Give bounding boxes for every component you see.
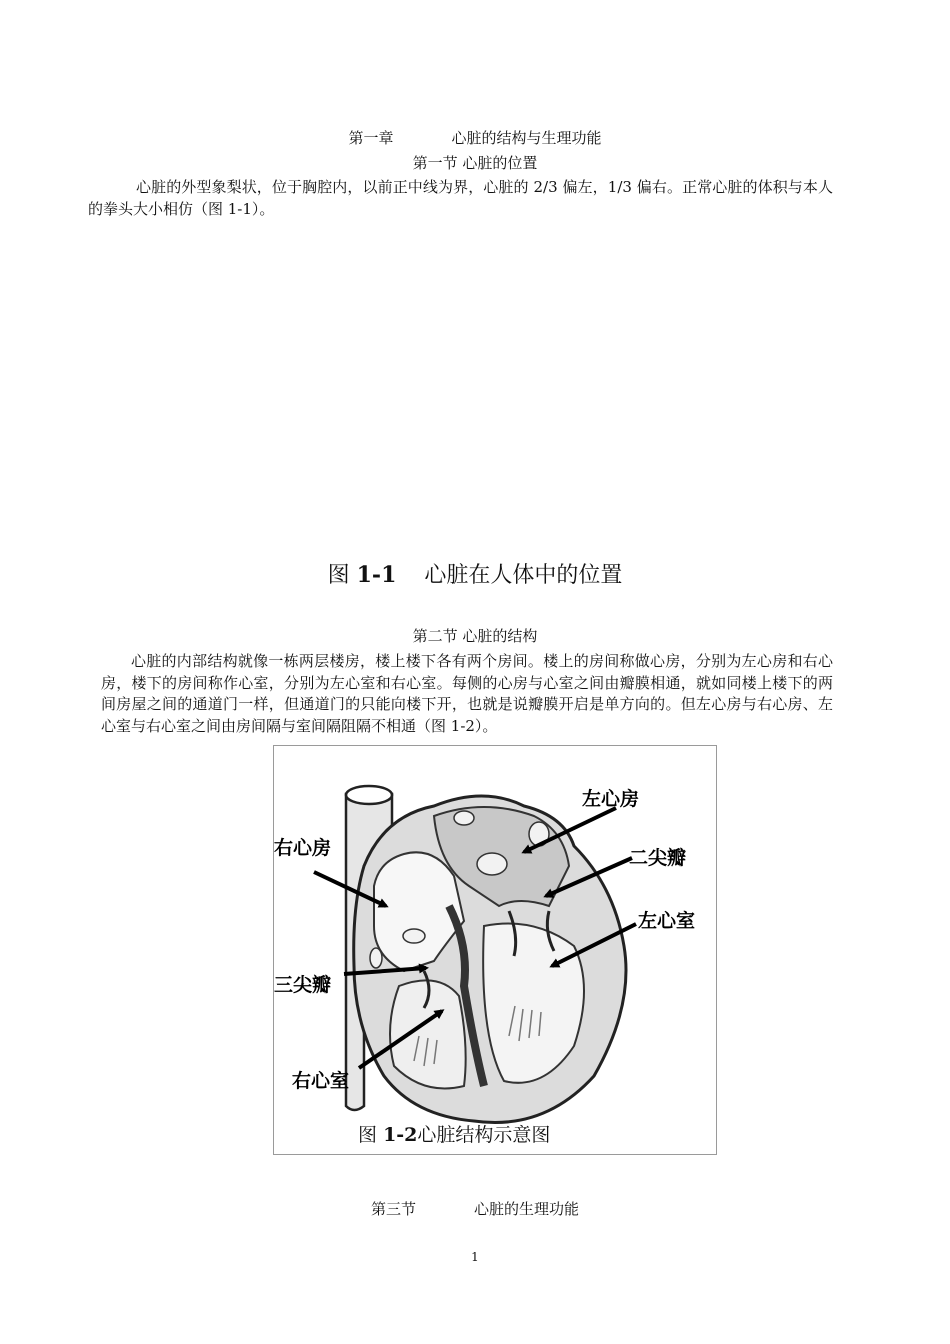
chapter-label: 第一章 bbox=[348, 129, 394, 147]
figure1-caption bbox=[0, 560, 950, 591]
figure1-prefix: 图 bbox=[327, 563, 350, 588]
page-number: 1 bbox=[471, 1250, 479, 1264]
label-left-atrium: 左心房 bbox=[582, 788, 640, 810]
section3-label: 第三节 bbox=[370, 1200, 416, 1218]
section3-heading bbox=[0, 1199, 950, 1219]
chapter-title: 心脏的结构与生理功能 bbox=[451, 129, 602, 147]
figure2-prefix: 图 bbox=[358, 1124, 378, 1146]
label-tricuspid-valve: 三尖瓣 bbox=[274, 974, 332, 996]
label-left-ventricle: 左心室 bbox=[638, 910, 696, 932]
section1-title: 第一节 心脏的位置 bbox=[412, 154, 538, 172]
section2-paragraph: 心脏的内部结构就像一栋两层楼房，楼上楼下各有两个房间。楼上的房间称做心房，分别为左心房和右心房，楼下的房间称作心室，分别为左心室和右心室。每侧的心房与心室之间由瓣膜相通，就如同楼上楼下的两间房屋之间的通道门一样，但通道门的只能向楼下开，也就是说瓣膜开启是单方向的。但左心房与右心房、左心室与右心室之间由房间隔与室间隔阻隔不相通（图 1-2）。 bbox=[101, 652, 833, 735]
section2-title: 第二节 心脏的结构 bbox=[412, 627, 538, 645]
heart-structure-figure bbox=[273, 745, 717, 1155]
figure1-title: 心脏在人体中的位置 bbox=[424, 563, 623, 588]
section1-paragraph: 心脏的外型象梨状，位于胸腔内，以前正中线为界，心脏的 2/3 偏左，1/3 偏右。正常心脏的体积与本人的拳头大小相仿（图 1-1）。 bbox=[88, 178, 833, 218]
figure1-number: 1-1 bbox=[356, 562, 397, 588]
figure2-title: 心脏结构示意图 bbox=[417, 1124, 551, 1146]
figure2-number: 1-2 bbox=[383, 1124, 418, 1146]
label-right-ventricle: 右心室 bbox=[292, 1070, 350, 1092]
label-right-atrium: 右心房 bbox=[274, 837, 332, 859]
section3-title: 心脏的生理功能 bbox=[474, 1200, 580, 1218]
chapter-heading bbox=[0, 128, 950, 148]
figure2-caption bbox=[358, 1120, 550, 1147]
label-mitral-valve: 二尖瓣 bbox=[629, 847, 687, 869]
